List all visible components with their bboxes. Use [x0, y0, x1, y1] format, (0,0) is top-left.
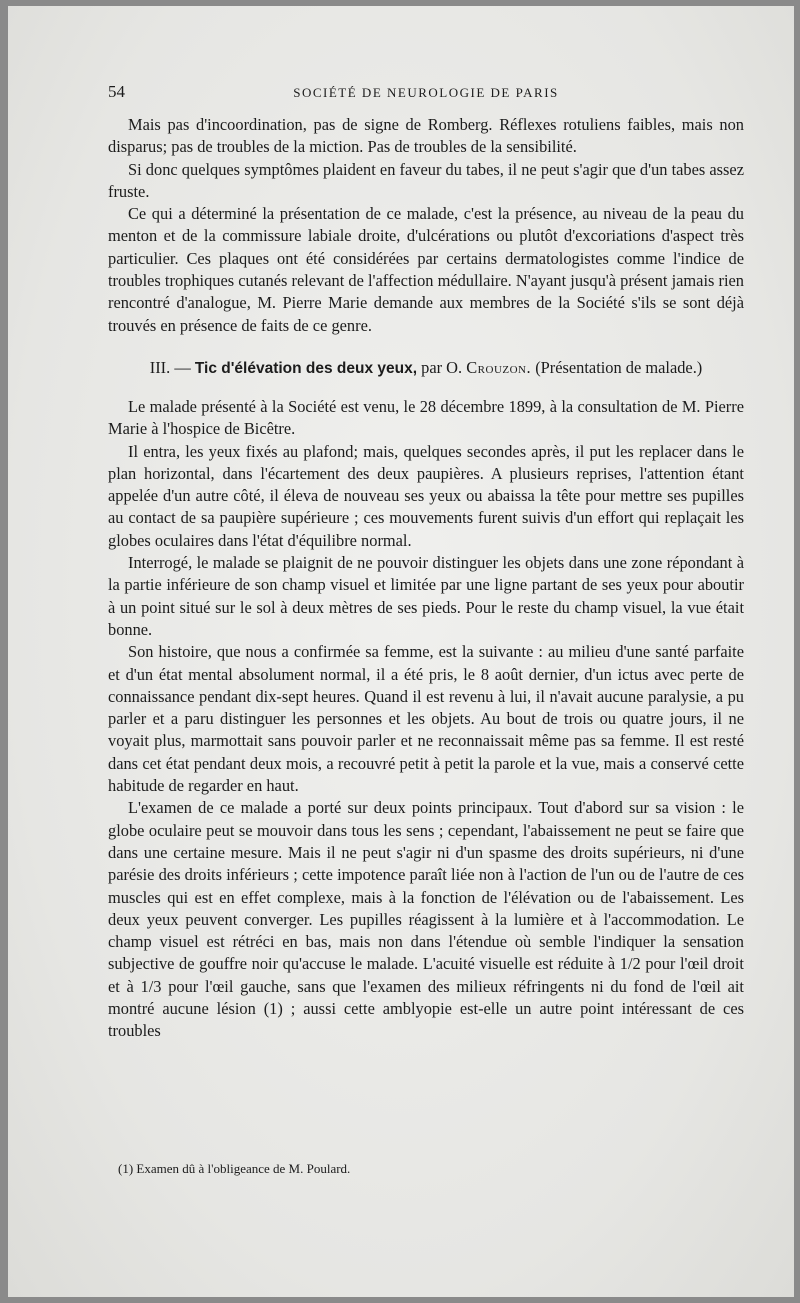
- paragraph: Si donc quelques symptômes plaident en faveur du tabes, il ne peut s'agir que d'un tabes assez fruste.: [108, 159, 744, 201]
- paragraph: Interrogé, le malade se plaignit de ne pouvoir distinguer les objets dans une zone répondant à la partie inférieure de son champ visuel et limitée par une ligne partant de ses yeux pour aboutir à un point situé sur le sol à deux mètres de ses pieds. Pour le reste du champ visuel, la vue était bonne.: [108, 553, 744, 639]
- paragraph: L'examen de ce malade a porté sur deux points principaux. Tout d'abord sur sa vision : le globe oculaire peut se mouvoir dans tous les sens ; cependant, l'abaissement ne peut se faire que dans une certaine mesure. Mais il ne peut s'agir ni d'un spasme des droits supérieurs, ni d'une parésie des droits inférieurs ; cette impotence paraît liée non à l'action de l'un ou de l'autre de ces muscles qui est en effet complexe, mais à la fonction de l'élévation ou de l'abaissement. Les deux yeux peuvent converger. Les pupilles réagissent à la lumière et à l'accommodation. Le champ visuel est rétréci en bas, mais non dans l'étendue où semble l'indiquer la sensation subjective de gouffre noir qu'accuse le malade. L'acuité visuelle est réduite à 1/2 pour l'œil droit et à 1/3 pour l'œil gauche, sans que l'examen des milieux réfringents ni du fond de l'œil ait montré aucune lésion (1) ; aussi cette amblyopie est-elle un autre point intéressant de ces troubles: [108, 798, 744, 1041]
- body-text: [108, 114, 744, 1043]
- scanned-page: [8, 6, 794, 1297]
- paragraph: Son histoire, que nous a confirmée sa femme, est la suivante : au milieu d'une santé parfaite et d'un état mental absolument normal, il a été pris, le 8 août dernier, d'un ictus avec perte de connaissance pendant dix-sept heures. Quand il est revenu à lui, il n'avait aucune paralysie, a pu parler et a paru distinguer les personnes et les objets. Au bout de trois ou quatre jours, il ne voyait plus, marmottait sans pouvoir parler et ne reconnaissait même pas sa femme. Il est resté dans cet état pendant deux mois, a recouvré petit à petit la parole et la vue, mais a conservé cette habitude de regarder en haut.: [108, 642, 744, 796]
- section-heading: [108, 357, 744, 380]
- paragraph: Le malade présenté à la Société est venu, le 28 décembre 1899, à la consultation de M. Pierre Marie à l'hospice de Bicêtre.: [108, 396, 744, 439]
- paragraph: Mais pas d'incoordination, pas de signe de Romberg. Réflexes rotuliens faibles, mais non disparus; pas de troubles de la miction. Pas de troubles de la sensibilité.: [108, 115, 744, 157]
- footnote: (1) Examen dû à l'obligeance de M. Poulard.: [118, 1161, 351, 1176]
- section-note: (Présentation de malade.): [535, 357, 703, 377]
- paragraph: Il entra, les yeux fixés au plafond; mais, quelques secondes après, il put les replacer dans le plan horizontal, dans l'écartement des deux paupières. A plusieurs reprises, l'attention étant appelée d'un autre côté, il éleva de nouveau ses yeux ou abaissa la tête pour mettre ses pupilles au contact de sa paupière supérieure ; ces mouvements furent suivis d'un effort qui replaçait les globes oculaires dans l'état d'équilibre normal.: [108, 441, 744, 550]
- section-title: Tic d'élévation des deux yeux,: [194, 359, 418, 377]
- journal-title: SOCIÉTÉ DE NEUROLOGIE DE PARIS: [293, 85, 559, 100]
- section-author: Crouzon.: [466, 357, 532, 377]
- page-number: 54: [108, 82, 125, 101]
- section-by: par O.: [421, 357, 463, 377]
- section-numeral: III. —: [149, 357, 191, 377]
- running-head: [108, 82, 744, 108]
- paragraph: Ce qui a déterminé la présentation de ce malade, c'est la présence, au niveau de la peau du menton et de la commissure labiale droite, d'ulcérations ou plutôt d'excoriations d'aspect très particulier. Ces plaques ont été considérées par certains dermatologistes comme l'indice de troubles trophiques cutanés relevant de l'affection médullaire. N'ayant jusqu'à présent jamais rien rencontré d'analogue, M. Pierre Marie demande aux membres de la Société s'ils se sont déjà trouvés en présence de faits de ce genre.: [108, 204, 744, 335]
